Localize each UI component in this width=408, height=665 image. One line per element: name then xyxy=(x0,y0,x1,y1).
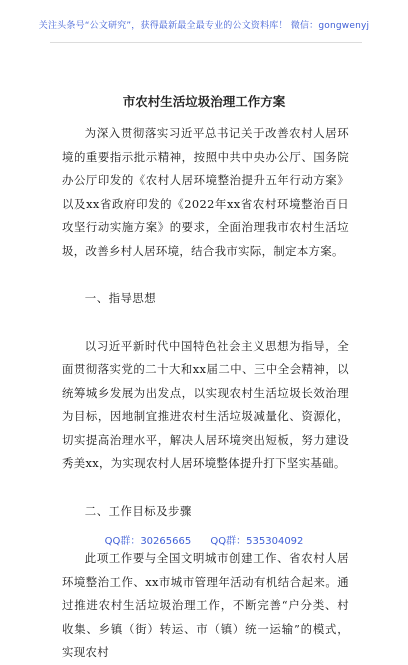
header-banner: 关注头条号“公文研究”，获得最新最全最专业的公文资料库！ 微信：gongwenyj xyxy=(38,21,370,31)
section-1-heading: 一、指导思想 xyxy=(84,291,157,305)
document-title: 市农村生活垃圾治理工作方案 xyxy=(122,94,286,109)
header-divider xyxy=(50,42,362,43)
section-2-paragraph: 此项工作要与全国文明城市创建工作、省农村人居环境整治工作、xx市城市管理年活动有机结合起来。通过推进农村生活垃圾治理工作，不断完善“户分类、村收集、乡镇（街）转运、市（镇）统一运输”的模式，实现农村 xyxy=(62,551,349,659)
footer-contact xyxy=(0,532,408,547)
section-2-heading: 二、工作目标及步骤 xyxy=(84,503,192,518)
intro-paragraph: 为深入贯彻落实习近平总书记关于改善农村人居环境的重要指示批示精神，按照中共中央办公厅、国务院办公厅印发的《农村人居环境整治提升五年行动方案》以及xx省政府印发的《2022年xx省农村环境整治百日攻坚行动实施方案》的要求，全面治理我市农村生活垃圾，改善乡村人居环境，结合我市实际，制定本方案。 xyxy=(62,126,349,258)
section-1-paragraph: 以习近平新时代中国特色社会主义思想为指导，全面贯彻落实党的二十大和xx届二中、三中全会精神，以统筹城乡发展为出发点，以实现农村生活垃圾长效治理为目标，因地制宜推进农村生活垃圾减量化、资源化，切实提高治理水平，解决人居环境突出短板，努力建设秀美xx，为实现农村人居环境整体提升打下坚实基础。 xyxy=(62,338,349,470)
document-body xyxy=(62,122,349,665)
footer-qq-group-1: QQ群：30265665 xyxy=(104,536,192,547)
footer-qq-group-2: QQ群：535304092 xyxy=(210,536,304,547)
